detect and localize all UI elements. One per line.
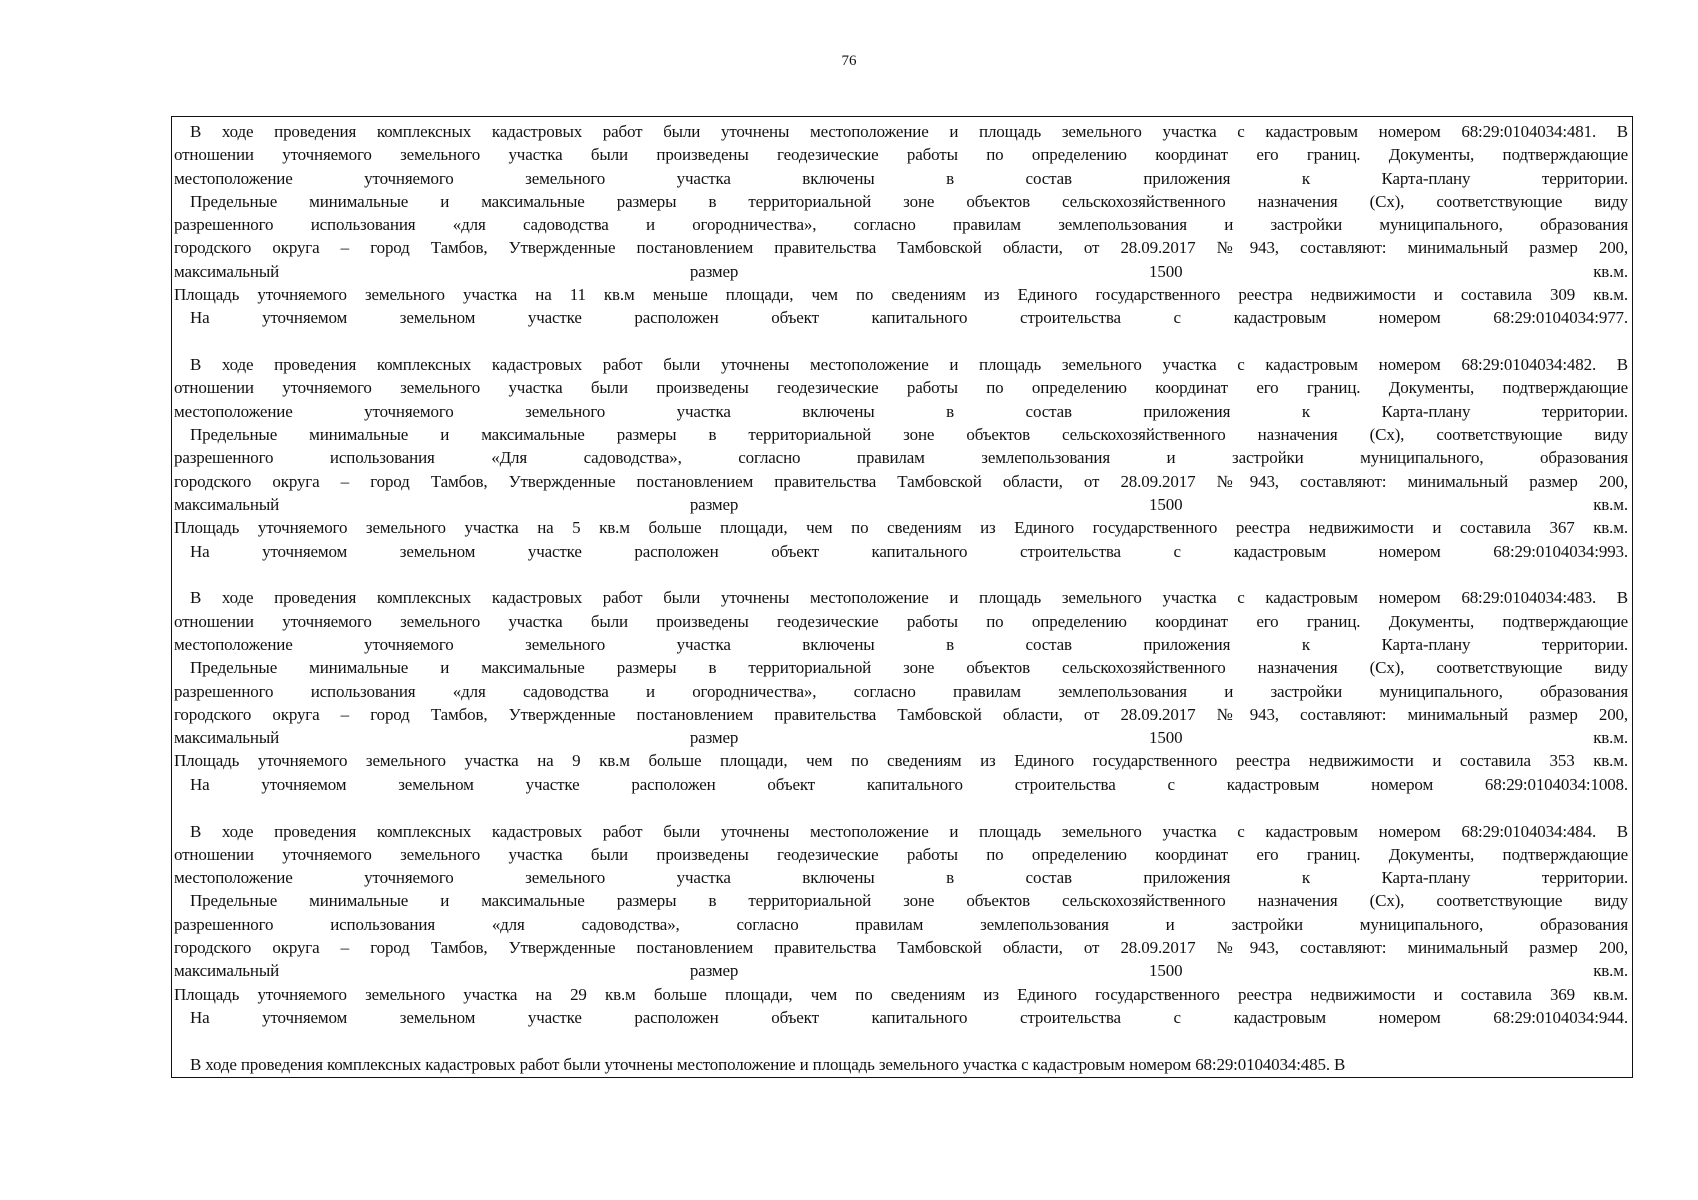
parcel-paragraph-483 [174, 586, 1628, 796]
text-line: Предельные минимальные и максимальные размеры в территориальной зоне объектов сельскохозяйственного назначения (Сх), соответствующие виду [190, 425, 1628, 445]
text-line: Площадь уточняемого земельного участка на 11 кв.м меньше площади, чем по сведениям из Единого государственного реестра недвижимости и составила 309 кв.м. [174, 285, 1628, 305]
text-line: На уточняемом земельном участке расположен объект капитального строительства с кадастровым номером 68:29:0104034:944. [190, 1007, 1628, 1027]
text-line: максимальный размер 1500 кв.м. [174, 494, 1628, 514]
text-line: Площадь уточняемого земельного участка на 29 кв.м больше площади, чем по сведениям из Единого государственного реестра недвижимости и составила 369 кв.м. [174, 984, 1628, 1004]
text-line: Предельные минимальные и максимальные размеры в территориальной зоне объектов сельскохозяйственного назначения (Сх), соответствующие виду [190, 891, 1628, 911]
text-line: разрешенного использования «для садоводства и огородничества», согласно правилам землепользования и застройки муниципального, образования [174, 681, 1628, 701]
text-line: максимальный размер 1500 кв.м. [174, 728, 1628, 748]
text-line: отношении уточняемого земельного участка были произведены геодезические работы по определению координат его границ. Документы, подтверждающие [174, 145, 1628, 165]
parcel-paragraph-481 [174, 120, 1628, 330]
text-line: разрешенного использования «для садоводства и огородничества», согласно правилам землепользования и застройки муниципального, образования [174, 215, 1628, 235]
text-line: отношении уточняемого земельного участка были произведены геодезические работы по определению координат его границ. Документы, подтверждающие [174, 611, 1628, 631]
text-line: максимальный размер 1500 кв.м. [174, 961, 1628, 981]
text-line: В ходе проведения комплексных кадастровых работ были уточнены местоположение и площадь земельного участка с кадастровым номером 68:29:0104034:481. В [190, 122, 1628, 141]
text-line: На уточняемом земельном участке расположен объект капитального строительства с кадастровым номером 68:29:0104034:977. [190, 308, 1628, 328]
text-line: отношении уточняемого земельного участка были произведены геодезические работы по определению координат его границ. Документы, подтверждающие [174, 844, 1628, 864]
text-line: городского округа – город Тамбов, Утвержденные постановлением правительства Тамбовской области, от 28.09.2017 №943, составляют: минимальный размер 200, [174, 704, 1628, 724]
text-line: местоположение уточняемого земельного участка включены в состав приложения к Карта-плану территории. [174, 168, 1628, 188]
text-line: Площадь уточняемого земельного участка на 9 кв.м больше площади, чем по сведениям из Единого государственного реестра недвижимости и составила 353 кв.м. [174, 751, 1628, 771]
text-line: Площадь уточняемого земельного участка на 5 кв.м больше площади, чем по сведениям из Единого государственного реестра недвижимости и составила 367 кв.м. [174, 518, 1628, 538]
text-line: городского округа – город Тамбов, Утвержденные постановлением правительства Тамбовской области, от 28.09.2017 №943, составляют: минимальный размер 200, [174, 938, 1628, 957]
parcel-paragraph-484 [174, 820, 1628, 1030]
text-line: местоположение уточняемого земельного участка включены в состав приложения к Карта-плану территории. [174, 868, 1628, 888]
text-line: отношении уточняемого земельного участка были произведены геодезические работы по определению координат его границ. Документы, подтверждающие [174, 378, 1628, 398]
parcel-paragraph-485 [174, 1053, 1628, 1076]
text-line: городского округа – город Тамбов, Утвержденные постановлением правительства Тамбовской области, от 28.09.2017 №943, составляют: минимальный размер 200, [174, 471, 1628, 491]
text-line: Предельные минимальные и максимальные размеры в территориальной зоне объектов сельскохозяйственного назначения (Сх), соответствующие виду [190, 191, 1628, 211]
text-line: На уточняемом земельном участке расположен объект капитального строительства с кадастровым номером 68:29:0104034:993. [190, 541, 1628, 561]
text-line: В ходе проведения комплексных кадастровых работ были уточнены местоположение и площадь земельного участка с кадастровым номером 68:29:0104034:482. В [190, 355, 1628, 375]
document-frame [171, 116, 1633, 1078]
text-line: разрешенного использования «Для садоводства», согласно правилам землепользования и застройки муниципального, образования [174, 448, 1628, 468]
text-line: местоположение уточняемого земельного участка включены в состав приложения к Карта-плану территории. [174, 401, 1628, 421]
text-line: городского округа – город Тамбов, Утвержденные постановлением правительства Тамбовской области, от 28.09.2017 №943, составляют: минимальный размер 200, [174, 238, 1628, 258]
text-line: максимальный размер 1500 кв.м. [174, 261, 1628, 281]
text-line: Предельные минимальные и максимальные размеры в территориальной зоне объектов сельскохозяйственного назначения (Сх), соответствующие виду [190, 658, 1628, 678]
parcel-paragraph-482 [174, 353, 1628, 563]
text-line: местоположение уточняемого земельного участка включены в состав приложения к Карта-плану территории. [174, 634, 1628, 654]
page-number: 76 [841, 53, 857, 69]
text-line: В ходе проведения комплексных кадастровых работ были уточнены местоположение и площадь земельного участка с кадастровым номером 68:29:0104034:483. В [190, 588, 1628, 608]
text-line: разрешенного использования «для садоводства», согласно правилам землепользования и застройки муниципального, образования [174, 914, 1628, 934]
text-line: На уточняемом земельном участке расположен объект капитального строительства с кадастровым номером 68:29:0104034:1008. [190, 774, 1628, 794]
text-line: В ходе проведения комплексных кадастровых работ были уточнены местоположение и площадь земельного участка с кадастровым номером 68:29:0104034:485. В [190, 1054, 1346, 1074]
text-line: В ходе проведения комплексных кадастровых работ были уточнены местоположение и площадь земельного участка с кадастровым номером 68:29:0104034:484. В [190, 821, 1628, 841]
